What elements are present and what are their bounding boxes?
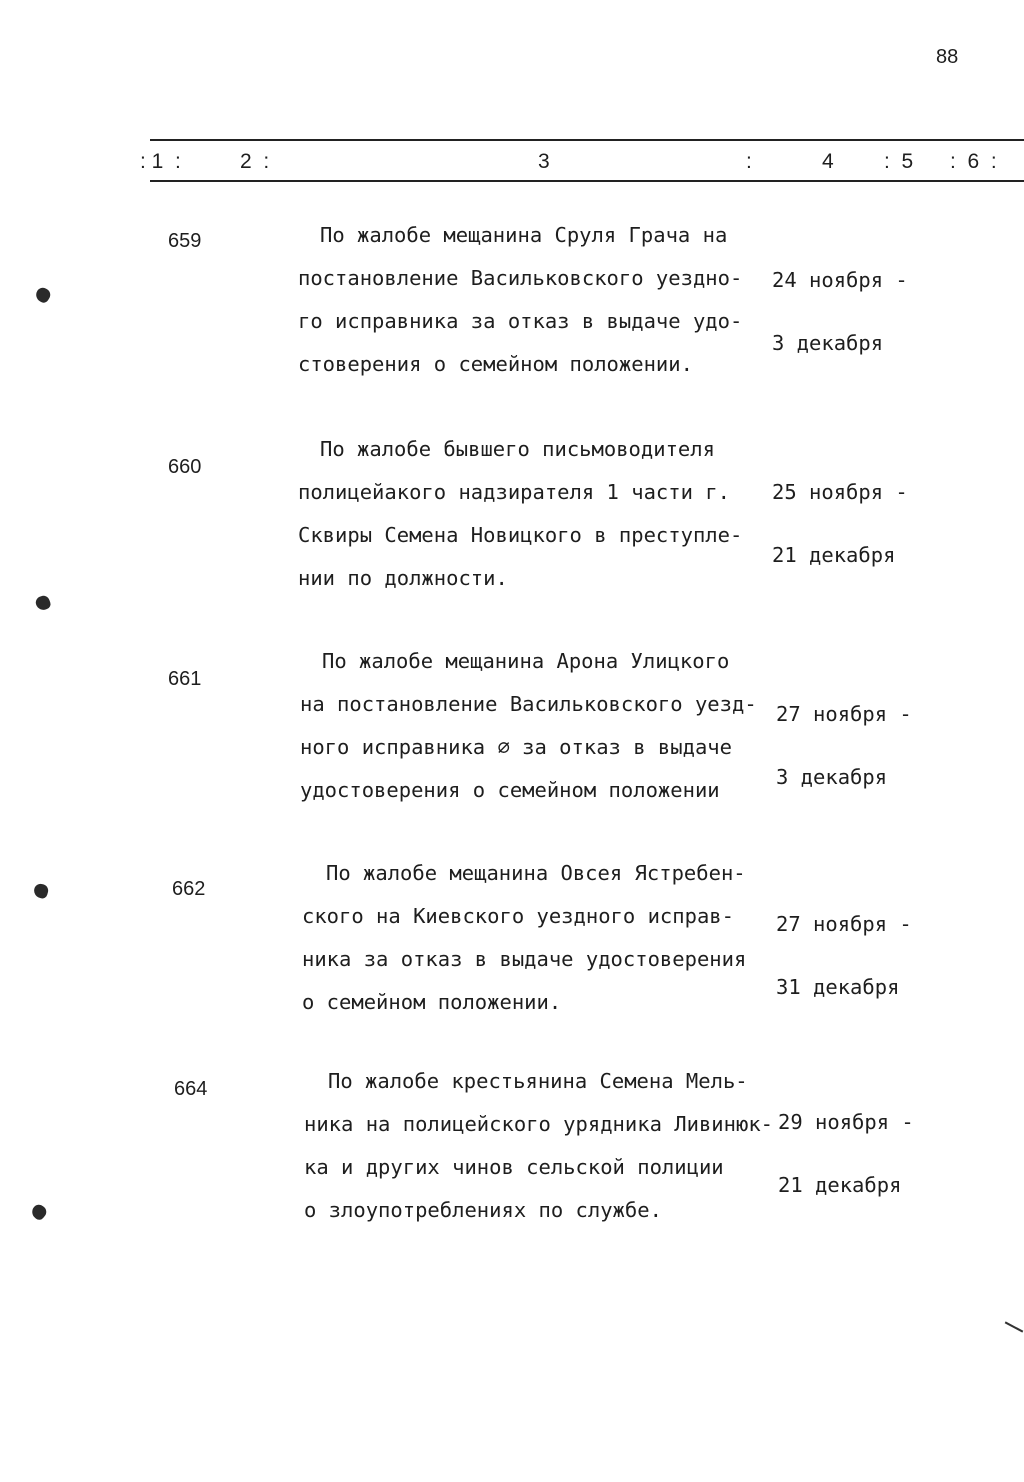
binding-hole-mark (33, 285, 52, 304)
entry-description (304, 1060, 784, 1232)
binding-hole-mark (32, 882, 49, 899)
date-end: 21 декабря (778, 1173, 902, 1197)
date-start: 24 ноября - (772, 268, 908, 292)
page-number: 88 (936, 46, 959, 68)
entry-number: 660 (168, 456, 202, 478)
date-start: 29 ноября - (778, 1110, 914, 1134)
entry-dates (772, 228, 908, 375)
entry-dates (778, 1070, 914, 1217)
header-col-6: : 6 : (950, 150, 997, 173)
entry-number: 659 (168, 230, 202, 252)
binding-hole-mark (29, 1202, 49, 1222)
entry-line: постановление Васильковского уездно- (298, 266, 743, 290)
entry-line: ского на Киевского уездного исправ- (302, 904, 734, 928)
header-col-3: 3 (538, 150, 550, 173)
entry-line: нии по должности. (298, 566, 508, 590)
header-col-1: : 1 : (140, 150, 181, 173)
entry-line: ного исправника ∅ за отказ в выдаче (300, 735, 732, 759)
header-col-5: : 5 (884, 150, 914, 173)
entry-line: го исправника за отказ в выдаче удо- (298, 309, 743, 333)
date-end: 3 декабря (772, 331, 884, 355)
entry-line: ника на полицейского урядника Ливинюк- (304, 1112, 773, 1136)
header-col-2: 2 : (240, 150, 270, 173)
entry-line: По жалобе бывшего письмоводителя (320, 437, 715, 461)
entry-line: о злоупотреблениях по службе. (304, 1198, 662, 1222)
entry-line: По жалобе мещанина Овсея Ястребен- (326, 861, 746, 885)
entry-line: на постановление Васильковского уезд- (300, 692, 757, 716)
date-start: 25 ноября - (772, 480, 908, 504)
date-start: 27 ноября - (776, 702, 912, 726)
entry-line: По жалобе мещанина Сруля Грача на (320, 223, 728, 247)
entry-line: о семейном положении. (302, 990, 562, 1014)
entry-line: По жалобе мещанина Арона Улицкого (322, 649, 730, 673)
entry-description (302, 852, 782, 1024)
entry-line: ка и других чинов сельской полиции (304, 1155, 724, 1179)
entry-number: 664 (174, 1078, 208, 1100)
entry-dates (776, 662, 912, 809)
header-bottom-rule (150, 180, 1024, 182)
entry-dates (776, 872, 912, 1019)
date-start: 27 ноября - (776, 912, 912, 936)
entry-line: Сквиры Семена Новицкого в преступле- (298, 523, 743, 547)
date-end: 31 декабря (776, 975, 900, 999)
header-col-4: 4 (822, 150, 834, 173)
entry-line: По жалобе крестьянина Семена Мель- (328, 1069, 748, 1093)
entry-line: полицейакого надзирателя 1 части г. (298, 480, 730, 504)
header-top-rule (150, 139, 1024, 141)
entry-number: 661 (168, 668, 202, 690)
entry-line: стоверения о семейном положении. (298, 352, 693, 376)
binding-hole-mark (34, 594, 52, 612)
entry-description (300, 640, 780, 812)
entry-number: 662 (172, 878, 206, 900)
entry-line: ника за отказ в выдаче удостоверения (302, 947, 747, 971)
header-col-4-separator: : (746, 150, 752, 173)
entry-description (298, 214, 778, 386)
entry-line: удостоверения о семейном положении (300, 778, 720, 802)
entry-dates (772, 440, 908, 587)
entry-description (298, 428, 778, 600)
margin-pen-mark (1005, 1321, 1024, 1332)
date-end: 3 декабря (776, 765, 888, 789)
date-end: 21 декабря (772, 543, 896, 567)
